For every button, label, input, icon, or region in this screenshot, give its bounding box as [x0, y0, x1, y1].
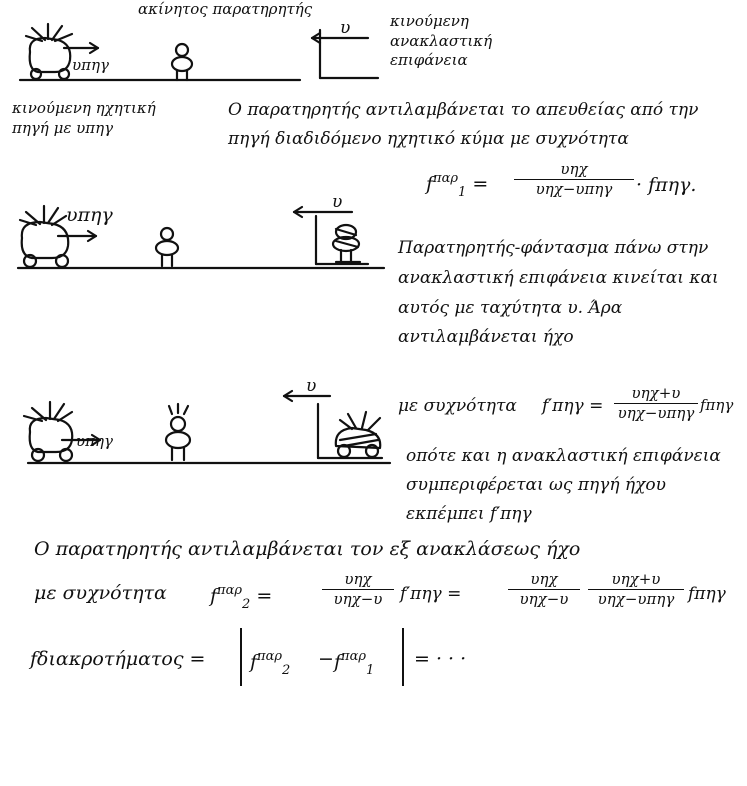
label-stationary-observer: ακίνητος παρατηρητής — [138, 0, 313, 18]
f2-symbol: $f^{\pi\alpha\rho}_2$ = — [210, 583, 273, 612]
fprime-symbol: f′πηγ = — [542, 396, 604, 416]
f1-denominator: υηχ−υπηγ — [535, 180, 613, 198]
scene1-source-velocity-label: υπηγ — [72, 56, 109, 74]
scene3-statement: οπότε και η ανακλαστική επιφάνεια συμπεριφέρεται ως πηγή ήχου εκπέμπει f′πηγ — [406, 446, 721, 524]
fprime-numerator: υηχ+υ — [614, 386, 698, 404]
fprime-fraction — [614, 386, 698, 421]
f1-fraction — [514, 162, 634, 197]
abs-bar-right — [402, 628, 404, 686]
fprime-prefix: με συχνότητα — [398, 396, 517, 416]
scene3-source-velocity-label: υπηγ — [76, 432, 113, 450]
beat-term-a: $f^{\pi\alpha\rho}_2$ — [250, 649, 291, 678]
fprime-tail: fπηγ — [700, 396, 734, 414]
f2-fraction-2-numerator: υηχ — [508, 572, 580, 590]
scene1-observer — [172, 44, 192, 80]
f2-fraction-3-numerator: υηχ+υ — [588, 572, 684, 590]
scene1-source-car — [26, 24, 72, 79]
f2-fraction-3-denominator: υηχ−υπηγ — [597, 590, 675, 608]
final-statement: Ο παρατηρητής αντιλαμβάνεται τον εξ ανακλάσεως ήχο — [34, 538, 581, 560]
beat-tail: = · · · — [414, 648, 467, 670]
scene3-surface-as-source-car — [336, 412, 380, 457]
f2-mid: f′πηγ = — [400, 584, 462, 604]
label-moving-sound-source: κινούμενη ηχητική πηγή με υπηγ — [12, 99, 156, 138]
scene3-drawing — [24, 391, 390, 463]
f2-fraction-1 — [322, 572, 394, 607]
f2-fraction-2 — [508, 572, 580, 607]
scene2-ghost-observer — [333, 225, 360, 262]
scene1-statement: Ο παρατηρητής αντιλαμβάνεται το απευθείας από την πηγή διαδιδόμενο ηχητικό κύμα με συχνότητα — [228, 100, 699, 149]
fprime-denominator: υηχ−υπηγ — [617, 404, 695, 422]
f2-tail: fπηγ — [688, 584, 726, 604]
scene2-observer — [156, 228, 178, 266]
f2-prefix: με συχνότητα — [34, 582, 167, 604]
abs-bar-left — [240, 628, 242, 686]
scene3-observer — [166, 404, 190, 460]
f2-fraction-2-denominator: υηχ−υ — [519, 590, 569, 608]
scene2-source-velocity-label: υπηγ — [66, 204, 113, 226]
f1-numerator: υηχ — [514, 162, 634, 180]
f1-symbol: $f^{\pi\alpha\rho}_1$ = — [426, 171, 489, 200]
scene1-surface-velocity-label: υ — [340, 18, 351, 38]
f1-tail: · fπηγ. — [636, 174, 697, 196]
label-moving-reflecting-surface: κινούμενη ανακλαστική επιφάνεια — [390, 12, 493, 69]
scene2-surface-velocity-label: υ — [332, 192, 343, 212]
scene3-source-car — [24, 402, 72, 461]
f2-fraction-1-numerator: υηχ — [322, 572, 394, 590]
beat-minus: − — [318, 648, 334, 670]
beat-term-b: $f^{\pi\alpha\rho}_1$ — [334, 649, 375, 678]
beat-lhs: fδιακροτήματος = — [30, 648, 206, 670]
scene3-surface-velocity-label: υ — [306, 376, 317, 396]
f2-fraction-3 — [588, 572, 684, 607]
scene2-surface-velocity-arrow — [294, 207, 352, 217]
f2-fraction-1-denominator: υηχ−υ — [333, 590, 383, 608]
scene2-statement: Παρατηρητής-φάντασμα πάνω στην ανακλαστική επιφάνεια κινείται και αυτός με ταχύτητα υ. Άρα αντιλαμβάνεται ήχο — [398, 238, 719, 348]
scene2-source-velocity-arrow — [58, 231, 96, 241]
